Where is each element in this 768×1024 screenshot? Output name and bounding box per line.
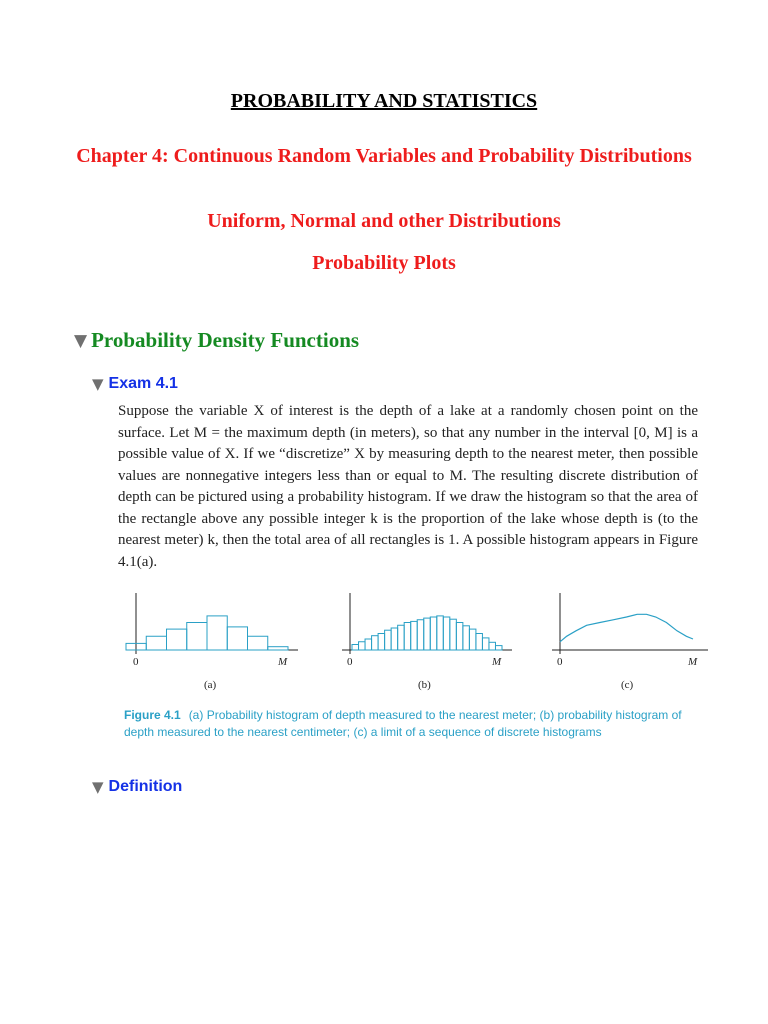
histogram-bar (227, 627, 247, 650)
histogram-bar (391, 628, 398, 650)
histogram-bar (495, 646, 502, 650)
histogram-bar (417, 620, 424, 650)
histogram-bar (404, 623, 411, 651)
histogram-bar (463, 626, 470, 650)
section-heading-text: Probability Density Functions (91, 328, 360, 352)
panel-label-2: (c) (621, 679, 634, 691)
histogram-bar (430, 617, 437, 650)
histogram-bar (469, 629, 476, 650)
histogram-bar (207, 616, 227, 650)
histogram-bar (187, 623, 207, 651)
histogram-bar (411, 621, 418, 650)
tick-label-zero-0: 0 (133, 656, 139, 668)
histogram-bar (424, 618, 431, 650)
definition-heading-text: Definition (108, 778, 183, 795)
histogram-bar (456, 623, 463, 651)
tick-label-zero-2: 0 (557, 656, 563, 668)
subtitle-distributions: Uniform, Normal and other Distributions (207, 210, 561, 232)
figure-4-1 (118, 585, 708, 695)
histogram-bar (443, 617, 450, 650)
chapter-title: Chapter 4: Continuous Random Variables and Probability Distributions (76, 145, 692, 167)
histogram-bar (450, 619, 457, 650)
tick-label-max-2: M (688, 656, 698, 668)
panel-label-0: (a) (204, 679, 217, 691)
subtitle-probability-plots: Probability Plots (312, 252, 456, 274)
panel-label-1: (b) (418, 679, 431, 691)
tick-label-max-1: M (492, 656, 502, 668)
tick-label-max-0: M (278, 656, 288, 668)
histogram-bar (365, 639, 372, 650)
histogram-bar (146, 636, 166, 650)
exam-heading-text: Exam 4.1 (108, 375, 178, 392)
document-title: PROBABILITY AND STATISTICS (230, 90, 538, 112)
figure-caption (124, 707, 708, 741)
exam-heading[interactable] (92, 375, 178, 393)
histogram-bar (359, 642, 366, 650)
exam-paragraph: Suppose the variable X of interest is the depth of a lake at a randomly chosen point on the surface. Let M = the maximum depth (in meters), so that any number in the interval [0, M] is a possible value of X. If we “discretize” X by measuring depth to the nearest meter, then possible values are nonnegative integers less than or equal to M. The resulting discrete distribution of depth can be pictured using a probability histogram. If we draw the histogram so that the area of the rectangle above any possible integer k is the proportion of the lake whose depth is (to the nearest meter) k, then the total area of all rectangles is 1. A possible histogram appears in Figure 4.1(a). (118, 403, 698, 570)
tick-label-zero-1: 0 (347, 656, 353, 668)
collapse-triangle-icon[interactable]: ▼ (74, 330, 88, 351)
histogram-bar (398, 625, 405, 650)
caption-label: Figure 4.1 (124, 708, 181, 722)
histogram-bar (352, 645, 359, 651)
histogram-bar (385, 630, 392, 650)
histogram-bar (489, 642, 496, 650)
histogram-bar (268, 647, 288, 650)
collapse-triangle-icon[interactable]: ▼ (92, 778, 104, 796)
histogram-bar (437, 616, 444, 650)
histogram-bar (248, 636, 268, 650)
histogram-bar (482, 638, 489, 650)
figure-4-1-graphic (118, 585, 708, 695)
definition-heading[interactable] (92, 778, 182, 796)
density-curve (560, 614, 693, 642)
histogram-bar (476, 634, 483, 651)
histogram-bar (167, 629, 187, 650)
collapse-triangle-icon[interactable]: ▼ (92, 375, 104, 393)
histogram-bar (372, 636, 379, 650)
section-heading-pdf[interactable] (74, 328, 359, 353)
caption-text: (a) Probability histogram of depth measured to the nearest meter; (b) probability histogram of depth measured to the nearest centimeter; (c) a limit of a sequence of discrete histograms (124, 708, 682, 739)
histogram-bar (378, 634, 385, 651)
